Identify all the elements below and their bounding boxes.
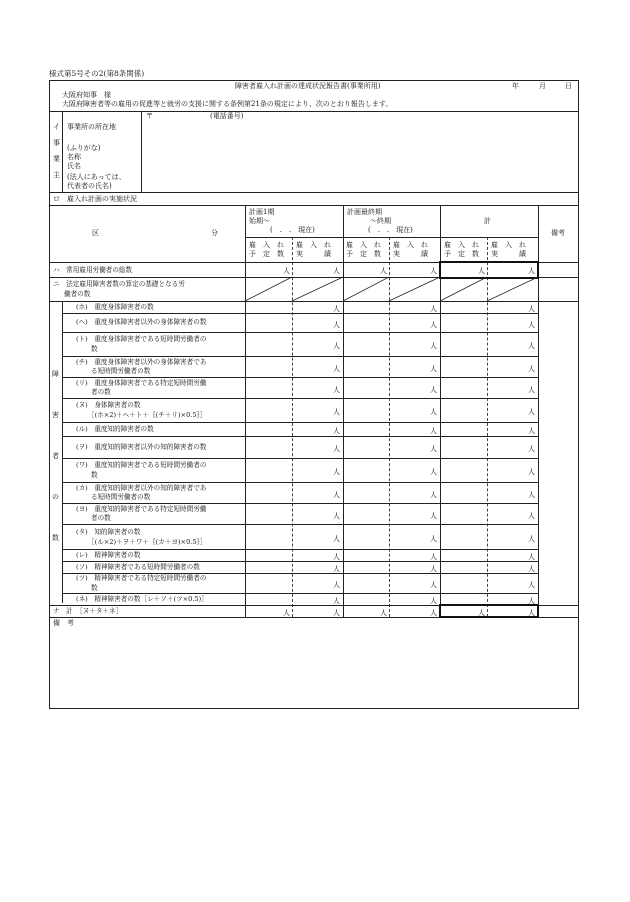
unit-ne-c2: 人 (333, 597, 340, 605)
addressee: 大阪府知事 様 (62, 91, 111, 99)
unit-re-c4: 人 (430, 553, 437, 561)
row-wa-label-1: (ワ) 重度知的障害者である短時間労働者の (76, 461, 207, 469)
unit-he-c6: 人 (528, 321, 535, 329)
unit-wa-c6: 人 (528, 468, 535, 476)
unit-nu-c4: 人 (430, 408, 437, 416)
unit-he-c2: 人 (333, 321, 340, 329)
row-ta-label-1: (タ) 知的障害者の数 (76, 528, 141, 536)
row-ri-label-1: (リ) 重度身体障害者である特定短時間労働 (76, 379, 207, 387)
sub-actual-2c: 実 績 (491, 250, 526, 258)
unit-wo-c6: 人 (528, 445, 535, 453)
unit-so-c2: 人 (333, 565, 340, 573)
row-ni-label-2: 働者の数 (64, 290, 91, 298)
col-kubun-1: 区 (92, 229, 99, 237)
unit-re-c2: 人 (333, 553, 340, 561)
side-label-3: 者 (52, 452, 59, 460)
unit-na-c6: 人 (528, 609, 535, 617)
unit-ri-c4: 人 (430, 386, 437, 394)
row-ka-label-2: る短時間労働者の数 (91, 493, 151, 501)
unit-na-c5: 人 (478, 609, 485, 617)
unit-wo-c2: 人 (333, 445, 340, 453)
unit-wo-c4: 人 (430, 445, 437, 453)
row-wa-label-2: 数 (91, 471, 98, 479)
phone-label: (電話番号) (210, 112, 244, 120)
col1-head-3: ( . . 現在) (270, 226, 315, 234)
unit-to-c4: 人 (430, 342, 437, 350)
unit-ha-c2: 人 (333, 267, 340, 275)
row-na-label: ナ 計 ［ヌ＋タ＋ネ］ (53, 607, 123, 615)
row-ho-label: (ホ) 重度身体障害者の数 (76, 303, 154, 311)
section-i-side-3: 業 (53, 155, 60, 163)
sub-actual-2a: 実 績 (296, 250, 331, 258)
unit-to-c2: 人 (333, 342, 340, 350)
furigana-label: (ふりがな) (67, 144, 101, 152)
sub-actual-1c: 雇 入 れ (491, 241, 526, 249)
unit-ha-c6: 人 (528, 267, 535, 275)
unit-ka-c4: 人 (430, 491, 437, 499)
sub-planned-2a: 予 定 数 (249, 250, 284, 258)
unit-ka-c2: 人 (333, 491, 340, 499)
row-to-label-2: 数 (91, 345, 98, 353)
unit-na-c4: 人 (430, 609, 437, 617)
form-number: 様式第5号その2(第8条関係) (49, 69, 145, 78)
row-ka-label-1: (カ) 重度知的障害者以外の知的障害者であ (76, 484, 207, 492)
section-ro-title: ロ 雇入れ計画の実施状況 (53, 195, 137, 203)
unit-ta-c6: 人 (528, 535, 535, 543)
unit-ho-c4: 人 (430, 305, 437, 313)
sub-actual-2b: 実 績 (393, 250, 428, 258)
report-title: 障害者雇入れ計画の達成状況報告書(事業所用) (235, 82, 381, 90)
side-label-2: 害 (52, 411, 59, 419)
unit-ho-c2: 人 (333, 305, 340, 313)
col2-head-2: ～終期 (370, 217, 391, 225)
unit-he-c4: 人 (430, 321, 437, 329)
unit-tsu-c2: 人 (333, 581, 340, 589)
section-i-side-4: 主 (53, 171, 60, 179)
unit-yo-c2: 人 (333, 512, 340, 520)
unit-ne-c6: 人 (528, 597, 535, 605)
date-year: 年 (512, 82, 519, 90)
row-wo-label: (ヲ) 重度知的障害者以外の知的障害者の数 (76, 443, 207, 451)
unit-ha-c5: 人 (478, 267, 485, 275)
side-label-5: 数 (52, 534, 59, 542)
row-tsu-label-2: 数 (91, 584, 98, 592)
intro-text: 大阪府障害者等の雇用の促進等と就労の支援に関する条例第21条の規定により、次のとおり報告します。 (62, 100, 393, 108)
unit-nu-c2: 人 (333, 408, 340, 416)
remarks-label: 備 考 (53, 619, 74, 627)
unit-ka-c6: 人 (528, 491, 535, 499)
sub-planned-2c: 予 定 数 (444, 250, 479, 258)
row-he-label: (ヘ) 重度身体障害者以外の身体障害者の数 (76, 318, 207, 326)
row-ru-label: (ル) 重度知的障害者の数 (76, 425, 154, 433)
row-to-label-1: (ト) 重度身体障害者である短時間労働者の (76, 335, 207, 343)
col-kubun-2: 分 (211, 229, 218, 237)
unit-ri-c2: 人 (333, 386, 340, 394)
unit-to-c6: 人 (528, 342, 535, 350)
corp-note-2: 代表者の氏名) (67, 182, 112, 190)
side-label-4: の (52, 493, 59, 501)
sub-actual-1b: 雇 入 れ (393, 241, 428, 249)
col3-head: 計 (484, 217, 491, 225)
unit-yo-c4: 人 (430, 512, 437, 520)
unit-chi-c2: 人 (333, 365, 340, 373)
row-ni-label-1: ニ 法定雇用障害者数の算定の基礎となる労 (53, 280, 185, 288)
unit-tsu-c4: 人 (430, 581, 437, 589)
unit-na-c2: 人 (333, 609, 340, 617)
sub-planned-1b: 雇 入 れ (346, 241, 381, 249)
sub-planned-2b: 予 定 数 (346, 250, 381, 258)
unit-re-c6: 人 (528, 553, 535, 561)
row-ne-label: (ネ) 精神障害者の数［レ＋ソ＋(ツ×0.5)］ (76, 595, 208, 603)
unit-ha-c3: 人 (380, 267, 387, 275)
row-tsu-label-1: (ツ) 精神障害者である特定短時間労働者の (76, 574, 207, 582)
unit-na-c3: 人 (380, 609, 387, 617)
side-label-1: 障 (52, 370, 59, 378)
unit-so-c4: 人 (430, 565, 437, 573)
row-yo-label-2: 者の数 (91, 514, 111, 522)
unit-so-c6: 人 (528, 565, 535, 573)
unit-ru-c6: 人 (528, 427, 535, 435)
name-label: 名称 (67, 153, 81, 161)
section-i-side-2: 事 (53, 139, 60, 147)
row-re-label: (レ) 精神障害者の数 (76, 551, 141, 559)
unit-ta-c4: 人 (430, 535, 437, 543)
section-i-side-1: イ (53, 123, 60, 131)
address-label: 事業所の所在地 (67, 123, 116, 131)
col2-head-1: 計画最終期 (347, 208, 382, 216)
unit-ho-c6: 人 (528, 305, 535, 313)
unit-wa-c2: 人 (333, 468, 340, 476)
row-chi-label-1: (チ) 重度身体障害者以外の身体障害者であ (76, 358, 207, 366)
row-nu-label-1: (ヌ) 身体障害者の数 (76, 401, 141, 409)
unit-chi-c6: 人 (528, 365, 535, 373)
unit-na-c1: 人 (283, 609, 290, 617)
row-ri-label-2: 者の数 (91, 388, 111, 396)
unit-ta-c2: 人 (333, 535, 340, 543)
col2-head-3: ( . . 現在) (368, 226, 413, 234)
unit-ha-c1: 人 (283, 267, 290, 275)
row-nu-label-2: ［(ホ×2)＋ヘ＋ト＋｛(チ＋リ)×0.5｝］ (88, 411, 207, 419)
person-label: 氏名 (67, 162, 81, 170)
col1-head-2: 始期～ (249, 217, 270, 225)
unit-ru-c2: 人 (333, 427, 340, 435)
unit-ru-c4: 人 (430, 427, 437, 435)
sub-planned-1a: 雇 入 れ (249, 241, 284, 249)
sub-actual-1a: 雇 入 れ (296, 241, 331, 249)
unit-ri-c6: 人 (528, 386, 535, 394)
unit-ne-c4: 人 (430, 597, 437, 605)
unit-wa-c4: 人 (430, 468, 437, 476)
unit-yo-c6: 人 (528, 512, 535, 520)
unit-ha-c4: 人 (430, 267, 437, 275)
row-ha-label: ハ 常用雇用労働者の総数 (53, 266, 133, 274)
date-month: 月 (539, 82, 546, 90)
postal-mark: 〒 (146, 112, 153, 120)
col1-head-1: 計画1期 (249, 208, 275, 216)
row-chi-label-2: る短時間労働者の数 (91, 367, 151, 375)
row-so-label: (ソ) 精神障害者である短時間労働者の数 (76, 563, 200, 571)
remarks-head: 備考 (551, 229, 565, 237)
corp-note-1: (法人にあっては、 (67, 173, 126, 181)
unit-nu-c6: 人 (528, 408, 535, 416)
unit-chi-c4: 人 (430, 365, 437, 373)
row-ta-label-2: ［(ル×2)＋ヲ＋ワ＋｛(カ＋ヨ)×0.5｝］ (88, 538, 207, 546)
date-day: 日 (565, 82, 572, 90)
row-yo-label-1: (ヨ) 重度知的障害者である特定短時間労働 (76, 505, 207, 513)
unit-tsu-c6: 人 (528, 581, 535, 589)
sub-planned-1c: 雇 入 れ (444, 241, 479, 249)
